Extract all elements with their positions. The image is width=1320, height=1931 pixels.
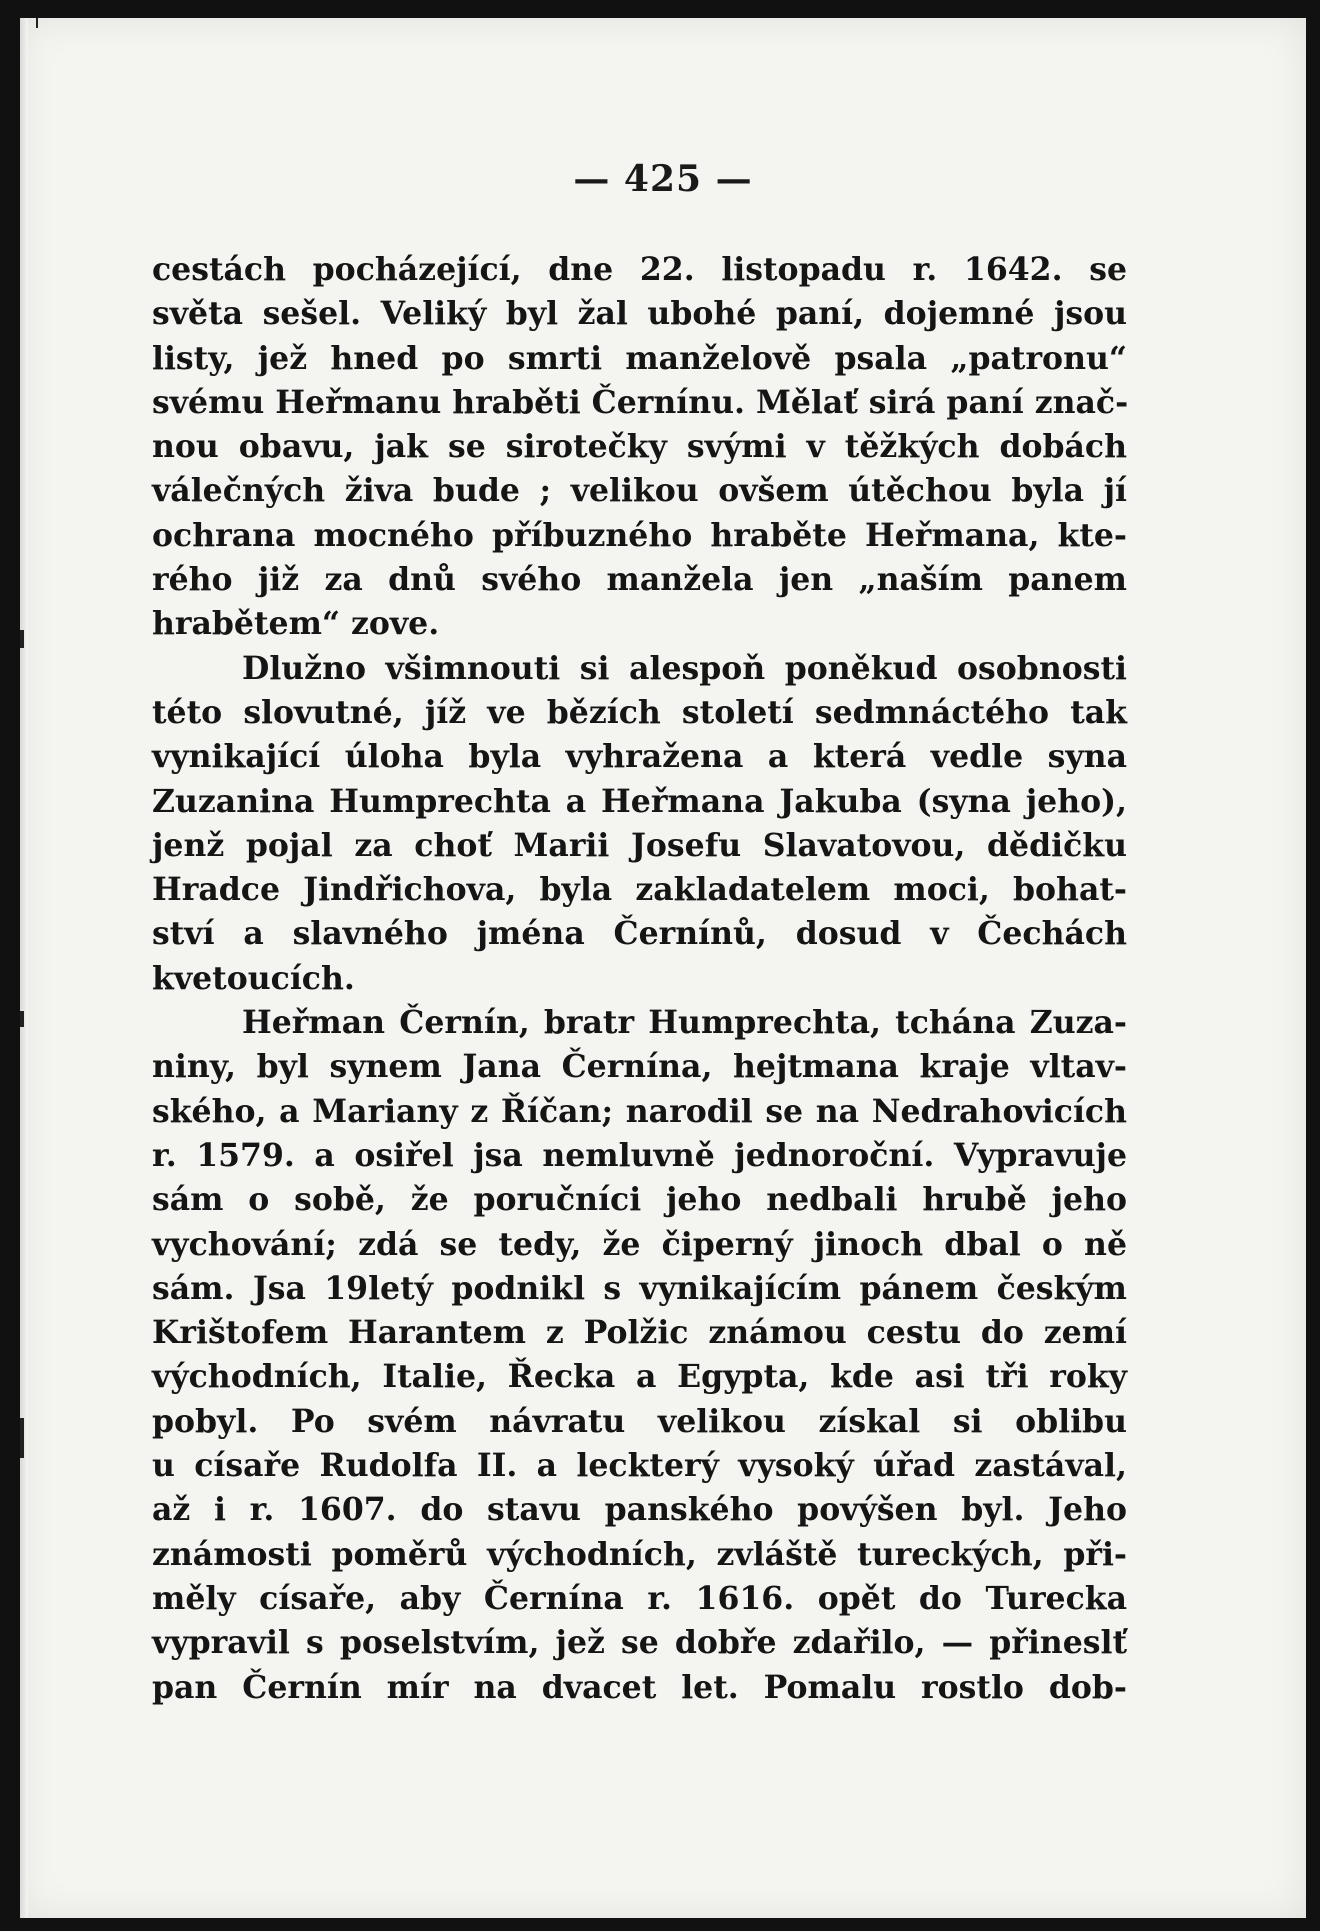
text-line: Zuzanina Humprechta a Heřmana Jakuba (syna jeho), (152, 782, 1127, 820)
text-line: ského, a Mariany z Říčan; narodil se na Nedrahovicích (152, 1092, 1127, 1130)
text-line: sám. Jsa 19letý podnikl s vynikajícím pánem českým (152, 1269, 1127, 1307)
text-line: nou obavu, jak se sirotečky svými v těžkých dobách (152, 428, 1127, 466)
text-line: Dlužno všimnouti si alespoň poněkud osobnosti (242, 649, 1127, 687)
page-number: — 425 — (573, 158, 753, 200)
text-line: vychování; zdá se tedy, že čiperný jinoch dbal o ně (152, 1225, 1127, 1263)
text-line: cestách pocházející, dne 22. listopadu r. 1642. se (152, 251, 1127, 288)
text-line: pobyl. Po svém návratu velikou získal si oblibu (152, 1402, 1127, 1440)
text-line: ství a slavného jména Černínů, dosud v Čechách (152, 915, 1127, 953)
text-line: sám o sobě, že poručníci jeho nedbali hrubě jeho (152, 1181, 1127, 1219)
text-line: světa sešel. Veliký byl žal ubohé paní, dojemné jsou (152, 295, 1127, 333)
text-line: až i r. 1607. do stavu panského povýšen byl. Jeho (152, 1491, 1127, 1529)
text-line: svému Heřmanu hraběti Černínu. Mělať sirá paní znač- (152, 383, 1129, 421)
page-edge-shadow (20, 18, 28, 1918)
text-line: měly císaře, aby Černína r. 1616. opět do Turecka (152, 1579, 1127, 1617)
text-line: jenž pojal za choť Marii Josefu Slavatovou, dědičku (152, 826, 1127, 864)
text-line: pan Černín mír na dvacet let. Pomalu rostlo dob- (152, 1668, 1127, 1706)
text-line: niny, byl synem Jana Černína, hejtmana kraje vltav- (152, 1048, 1127, 1086)
text-line: vypravil s poselstvím, jež se dobře zdařilo, — přineslť (152, 1624, 1127, 1662)
text-line: listy, jež hned po smrti manželově psala „patronu“ (152, 339, 1127, 377)
scan-mark-left-2 (20, 1011, 24, 1027)
text-line: vynikající úloha byla vyhražena a která vedle syna (152, 738, 1127, 776)
text-line: rého již za dnů svého manžela jen „naším panem (152, 561, 1127, 599)
text-line: r. 1579. a osiřel jsa nemluvně jednoroční. Vypravuje (152, 1136, 1127, 1174)
book-page (20, 18, 1306, 1918)
text-line: ochrana mocného příbuzného hraběte Heřmana, kte- (152, 516, 1127, 554)
text-line: Hradce Jindřichova, byla zakladatelem moci, bohat- (152, 871, 1127, 909)
scan-mark-left-1 (20, 630, 24, 648)
text-line: východních, Italie, Řecka a Egypta, kde asi tři roky (152, 1358, 1127, 1396)
text-line: této slovutné, jíž ve bězích století sedmnáctého tak (152, 693, 1127, 731)
scan-mark-left-3 (20, 1418, 24, 1458)
body-text (152, 248, 1127, 1710)
text-line: válečných živa bude ; velikou ovšem útěchou byla jí (152, 472, 1127, 510)
text-line: známosti poměrů východních, zvláště tureckých, při- (152, 1535, 1127, 1573)
text-line: kvetoucích. (152, 959, 355, 997)
text-line: Krištofem Harantem z Polžic známou cestu do zemí (152, 1314, 1127, 1352)
scan-mark-top (36, 18, 38, 28)
text-line: Heřman Černín, bratr Humprechta, tchána Zuza- (242, 1004, 1127, 1042)
text-line: u císaře Rudolfa II. a leckterý vysoký úřad zastával, (152, 1447, 1127, 1485)
text-line: hrabětem“ zove. (152, 605, 440, 643)
